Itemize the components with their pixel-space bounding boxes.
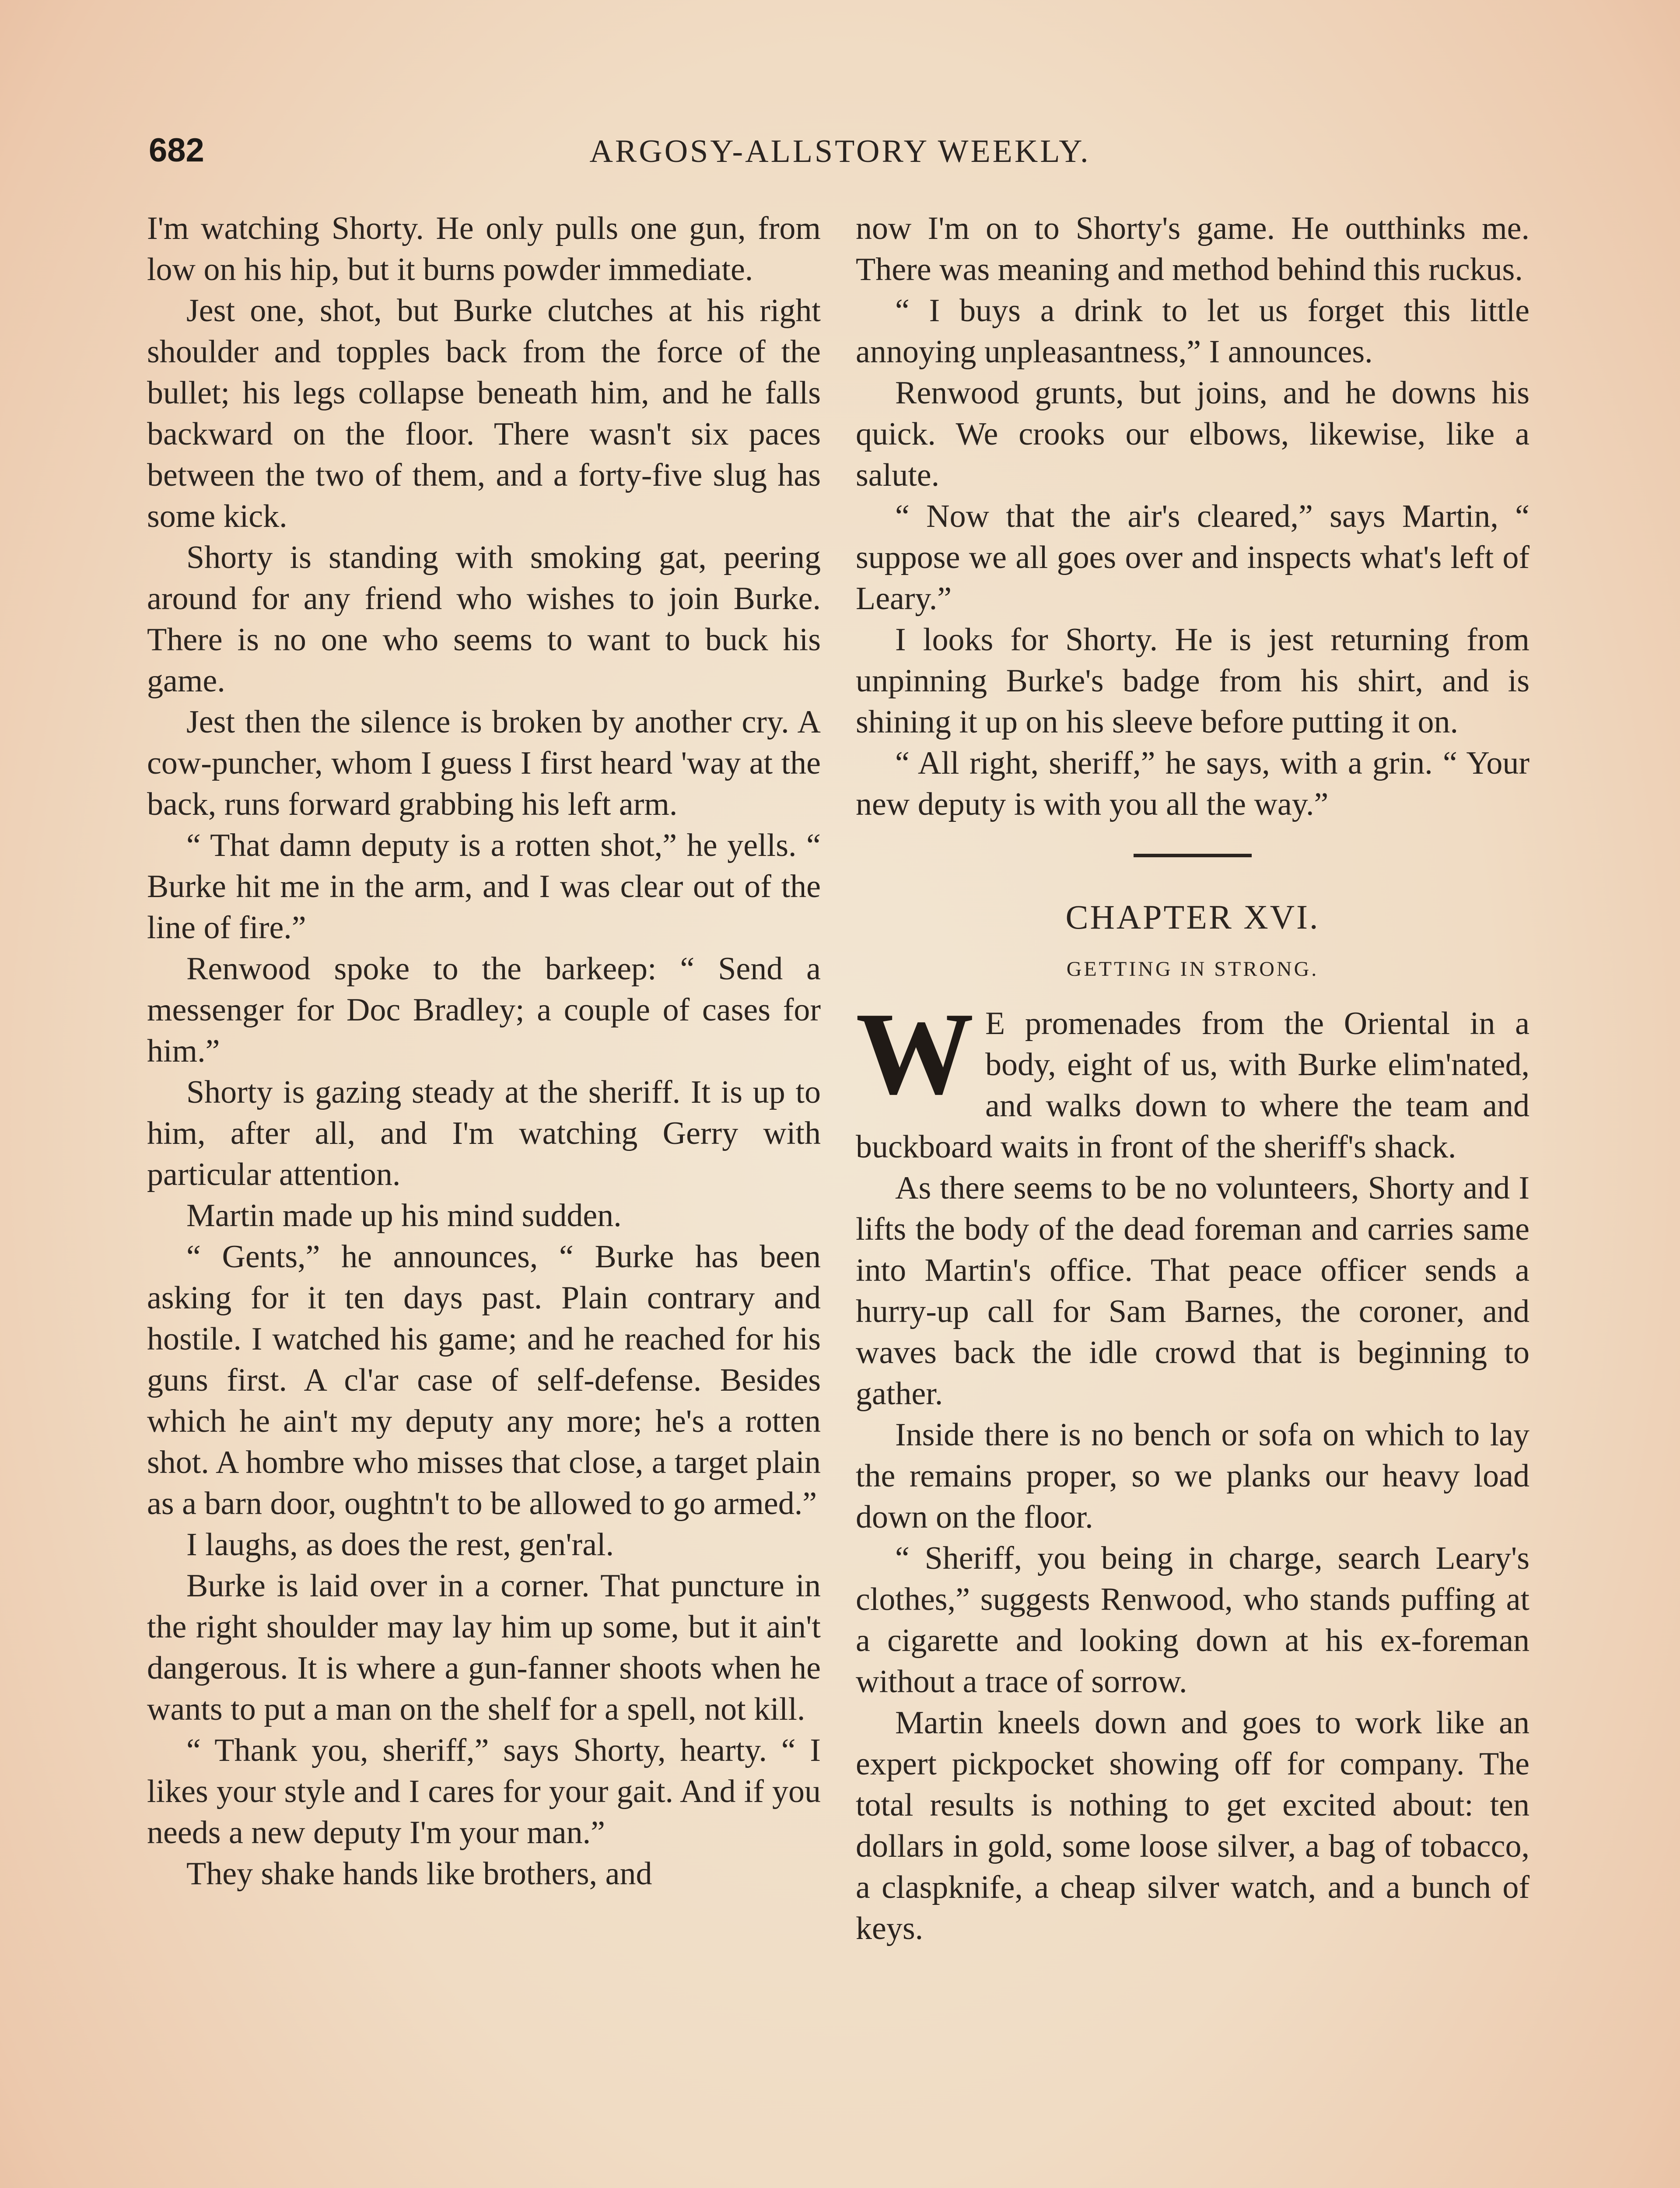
paragraph: Jest then the silence is broken by another cry. A cow-puncher, whom I guess I first heard 'way at the back, runs forward grabbing his left arm. (147, 704, 821, 822)
paragraph: “ Now that the air's cleared,” says Martin, “ suppose we all goes over and inspects what's left of Leary.” (856, 498, 1530, 617)
opening-text: E promenades from the Oriental in a body, eight of us, with Burke elim'nated, and walks down to where the team and buckboard waits in front of the sheriff's shack. (856, 1006, 1530, 1165)
paragraph: Shorty is standing with smoking gat, peering around for any friend who wishes to join Burke. There is no one who seems to want to buck his game. (147, 540, 821, 699)
paragraph: Renwood grunts, but joins, and he downs his quick. We crooks our elbows, likewise, like a salute. (856, 375, 1530, 493)
paragraph: “ Thank you, sheriff,” says Shorty, hearty. “ I likes your style and I cares for your gait. And if you needs a new deputy I'm your man.” (147, 1732, 821, 1851)
paragraph: I looks for Shorty. He is jest returning from unpinning Burke's badge from his shirt, and is shining it up on his sleeve before putting it on. (856, 622, 1530, 740)
paragraph: Shorty is gazing steady at the sheriff. It is up to him, after all, and I'm watching Gerry with particular attention. (147, 1074, 821, 1192)
paragraph: “ All right, sheriff,” he says, with a grin. “ Your new deputy is with you all the way.” (856, 745, 1530, 822)
paragraph: They shake hands like brothers, and (186, 1856, 652, 1892)
paragraph: “ That damn deputy is a rotten shot,” he yells. “ Burke hit me in the arm, and I was clear out of the line of fire.” (147, 828, 821, 946)
paragraph: “ Sheriff, you being in charge, search Leary's clothes,” suggests Renwood, who stands puffing at a cigarette and looking down at his ex-foreman without a trace of sorrow. (856, 1540, 1530, 1700)
right-column (856, 208, 1530, 1949)
left-column (147, 208, 821, 1894)
chapter-subtitle: GETTING IN STRONG. (1066, 957, 1319, 981)
page-number: 682 (149, 132, 204, 169)
paragraph: Martin kneels down and goes to work like an expert pickpocket showing off for company. The total results is nothing to get excited about: ten dollars in gold, some loose silver, a bag of tobacco, a claspknife, a cheap silver watch, and a bunch of keys. (856, 1705, 1530, 1946)
paragraph: Martin made up his mind sudden. (186, 1198, 622, 1234)
paragraph: now I'm on to Shorty's game. He outthinks me. There was meaning and method behind this ruckus. (856, 210, 1530, 288)
running-title: ARGOSY-ALLSTORY WEEKLY. (589, 133, 1091, 169)
drop-cap: W (856, 988, 974, 1119)
paragraph: “ I buys a drink to let us forget this little annoying unpleasantness,” I announces. (856, 293, 1530, 370)
paragraph: I'm watching Shorty. He only pulls one gun, from low on his hip, but it burns powder immediate. (147, 210, 821, 288)
chapter-title: CHAPTER XVI. (1065, 898, 1320, 936)
chapter-opening-paragraph (856, 988, 1530, 1168)
paragraph: Renwood spoke to the barkeep: “ Send a messenger for Doc Bradley; a couple of cases for him.” (147, 951, 821, 1069)
paragraph: Inside there is no bench or sofa on which to lay the remains proper, so we planks our heavy load down on the floor. (856, 1417, 1530, 1535)
paragraph: Jest one, shot, but Burke clutches at his right shoulder and topples back from the force of the bullet; his legs collapse beneath him, and he falls backward on the floor. There wasn't six paces between the two of them, and a forty-five slug has some kick. (147, 293, 821, 534)
paragraph: As there seems to be no volunteers, Shorty and I lifts the body of the dead foreman and carries same into Martin's office. That peace officer sends a hurry-up call for Sam Barnes, the coroner, and waves back the idle crowd that is beginning to gather. (856, 1170, 1530, 1412)
paragraph: I laughs, as does the rest, gen'ral. (186, 1527, 614, 1563)
paragraph: “ Gents,” he announces, “ Burke has been asking for it ten days past. Plain contrary and hostile. I watched his game; and he reached for his guns first. A cl'ar case of self-defense. Besides which he ain't my deputy any more; he's a rotten shot. A hombre who misses that close, a target plain as a barn door, oughtn't to be allowed to go armed.” (147, 1239, 821, 1522)
section-divider-rule (1134, 854, 1252, 857)
paragraph: Burke is laid over in a corner. That puncture in the right shoulder may lay him up some, but it ain't dangerous. It is where a gun-fanner shoots when he wants to put a man on the shelf for a spell, not kill. (147, 1568, 821, 1727)
page-header (149, 131, 1531, 179)
